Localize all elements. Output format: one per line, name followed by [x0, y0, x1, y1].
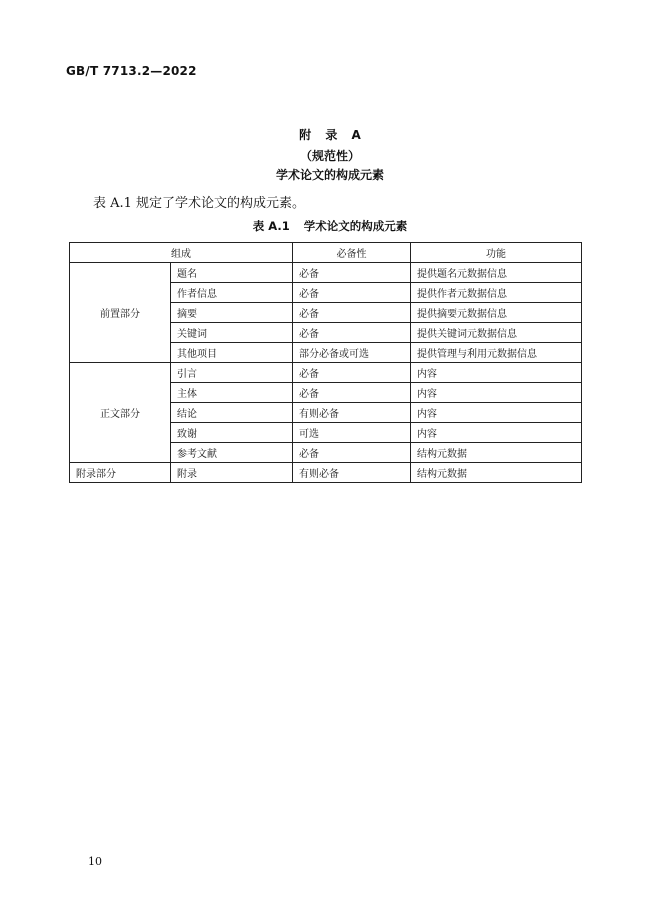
necessity-cell: 必备	[293, 263, 411, 283]
table-row	[70, 463, 582, 483]
function-cell: 提供管理与利用元数据信息	[411, 343, 582, 363]
function-cell: 内容	[411, 423, 582, 443]
necessity-cell: 必备	[293, 283, 411, 303]
necessity-cell: 有则必备	[293, 463, 411, 483]
column-header-composition: 组成	[70, 243, 293, 263]
table-row	[70, 363, 582, 383]
element-cell: 作者信息	[171, 283, 293, 303]
necessity-cell: 必备	[293, 363, 411, 383]
function-cell: 提供摘要元数据信息	[411, 303, 582, 323]
column-header-necessity: 必备性	[293, 243, 411, 263]
element-cell: 附录	[171, 463, 293, 483]
necessity-cell: 可选	[293, 423, 411, 443]
function-cell: 内容	[411, 383, 582, 403]
appendix-name: 学术论文的构成元素	[275, 168, 384, 182]
appendix-nature: （规范性）	[299, 149, 360, 163]
group-cell-appendix: 附录部分	[70, 463, 171, 483]
necessity-cell: 必备	[293, 323, 411, 343]
column-header-function: 功能	[411, 243, 582, 263]
table-caption-title: 学术论文的构成元素	[303, 219, 408, 233]
table-caption	[0, 218, 660, 234]
necessity-cell: 必备	[293, 443, 411, 463]
function-cell: 提供题名元数据信息	[411, 263, 582, 283]
necessity-cell: 必备	[293, 383, 411, 403]
element-cell: 引言	[171, 363, 293, 383]
function-cell: 内容	[411, 403, 582, 423]
element-cell: 摘要	[171, 303, 293, 323]
necessity-cell: 有则必备	[293, 403, 411, 423]
element-cell: 关键词	[171, 323, 293, 343]
appendix-title: 附 录 A	[299, 128, 361, 142]
composition-table	[69, 242, 582, 483]
group-cell-main-body: 正文部分	[70, 363, 171, 463]
function-cell: 结构元数据	[411, 443, 582, 463]
element-cell: 参考文献	[171, 443, 293, 463]
necessity-cell: 部分必备或可选	[293, 343, 411, 363]
element-cell: 其他项目	[171, 343, 293, 363]
function-cell: 提供作者元数据信息	[411, 283, 582, 303]
standard-code: GB/T 7713.2—2022	[66, 64, 197, 78]
element-cell: 结论	[171, 403, 293, 423]
page-number: 10	[88, 855, 102, 868]
table-caption-number: 表 A.1	[252, 219, 290, 233]
table-row	[70, 263, 582, 283]
element-cell: 主体	[171, 383, 293, 403]
function-cell: 提供关键词元数据信息	[411, 323, 582, 343]
function-cell: 结构元数据	[411, 463, 582, 483]
intro-paragraph: 表 A.1 规定了学术论文的构成元素。	[93, 196, 306, 211]
table-header-row	[70, 243, 582, 263]
element-cell: 致谢	[171, 423, 293, 443]
group-cell-front-matter: 前置部分	[70, 263, 171, 363]
function-cell: 内容	[411, 363, 582, 383]
necessity-cell: 必备	[293, 303, 411, 323]
element-cell: 题名	[171, 263, 293, 283]
